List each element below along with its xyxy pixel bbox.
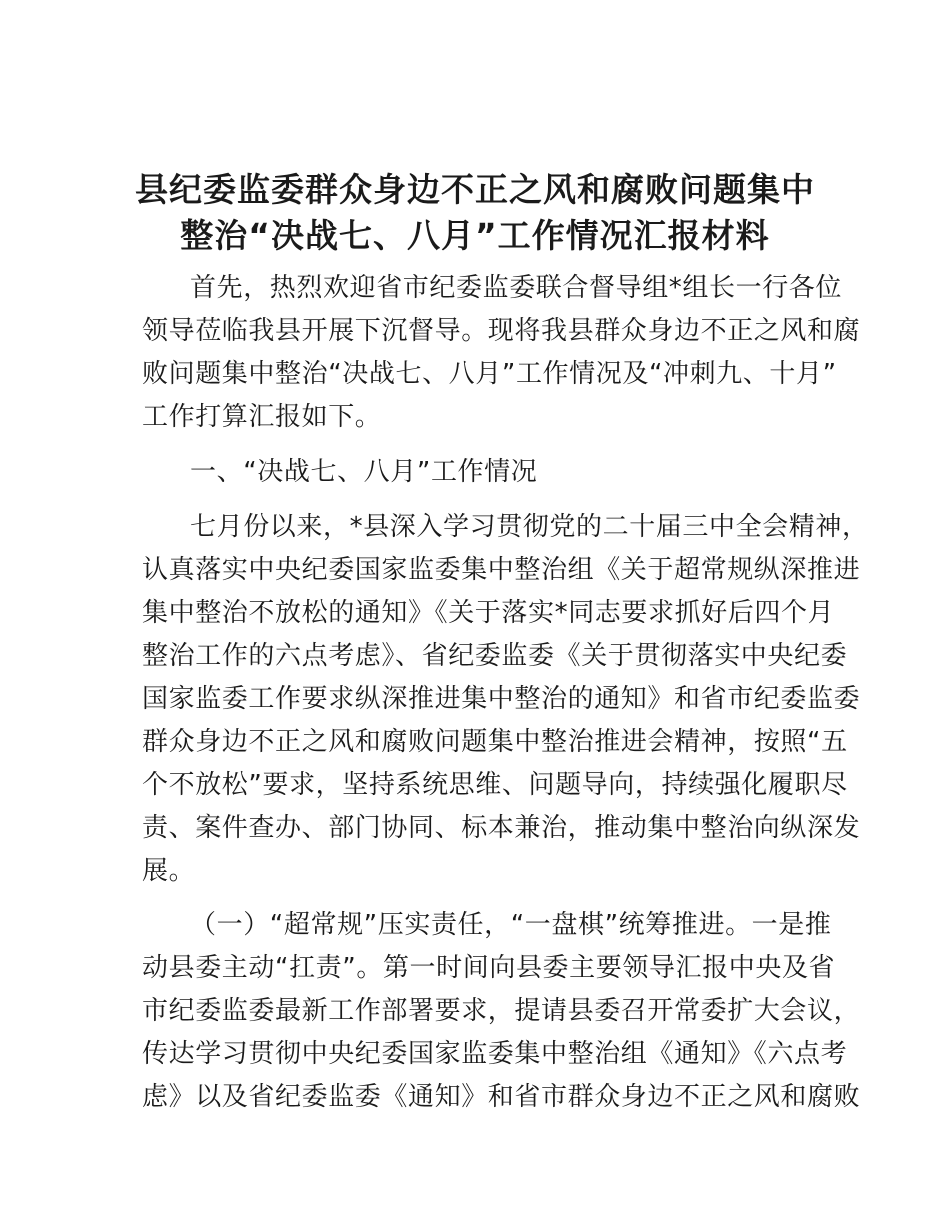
paragraph-body-line: 整治工作的六点考虑》、省纪委监委《关于贯彻落实中央纪委 — [142, 641, 848, 671]
section-heading: 一、“决战七、八月”工作情况 — [190, 457, 538, 487]
paragraph-intro-line: 领导莅临我县开展下沉督导。现将我县群众身边不正之风和腐 — [142, 316, 861, 346]
paragraph-body-line: 七月份以来，*县深入学习贯彻党的二十届三中全会精神， — [190, 512, 869, 542]
paragraph-body-line: 国家监委工作要求纵深推进集中整治的通知》和省市纪委监委 — [142, 684, 861, 714]
paragraph-body-line: 群众身边不正之风和腐败问题集中整治推进会精神，按照“五 — [142, 727, 848, 757]
paragraph-body-line: 责、案件查办、部门协同、标本兼治，推动集中整治向纵深发 — [142, 813, 861, 843]
paragraph-intro-line: 败问题集中整治“决战七、八月”工作情况及“冲刺九、十月” — [142, 359, 837, 389]
paragraph-intro-line: 工作打算汇报如下。 — [142, 402, 382, 432]
subsection-paragraph-line: （一）“超常规”压实责任，“一盘棋”统筹推进。一是推 — [190, 910, 832, 940]
document-title-line-1: 县纪委监委群众身边不正之风和腐败问题集中 — [135, 170, 815, 209]
subsection-paragraph-line: 动县委主动“扛责”。第一时间向县委主要领导汇报中央及省 — [142, 953, 836, 983]
subsection-paragraph-line: 市纪委监委最新工作部署要求，提请县委召开常委扩大会议， — [142, 996, 861, 1026]
subsection-paragraph-line: 虑》以及省纪委监委《通知》和省市群众身边不正之风和腐败 — [142, 1082, 861, 1112]
paragraph-intro-line: 首先，热烈欢迎省市纪委监委联合督导组*组长一行各位 — [190, 273, 843, 303]
paragraph-body-line: 个不放松”要求，坚持系统思维、问题导向，持续强化履职尽 — [142, 770, 848, 800]
paragraph-body-line: 展。 — [142, 856, 196, 886]
paragraph-body-line: 集中整治不放松的通知》《关于落实*同志要求抓好后四个月 — [142, 598, 835, 628]
paragraph-body-line: 认真落实中央纪委国家监委集中整治组《关于超常规纵深推进 — [142, 555, 861, 585]
document-title-line-2: 整治“决战七、八月”工作情况汇报材料 — [180, 216, 770, 255]
subsection-paragraph-line: 传达学习贯彻中央纪委国家监委集中整治组《通知》《六点考 — [142, 1039, 848, 1069]
